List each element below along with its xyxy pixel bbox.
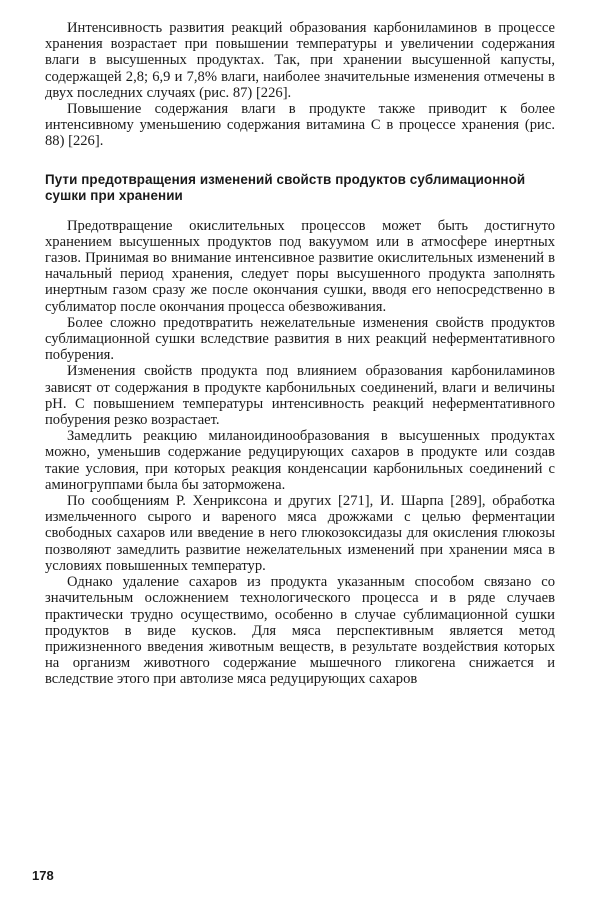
- paragraph-oxidation-prevention: Предотвращение окислительных процессов может быть достигнуто хранением высушенных продуктов под вакуумом или в атмосфере инертных газов. Принимая во внимание интенсивное развитие окислительных изменений в начальный период хранения, следует поры высушенного продукта заполнять инертным газом сразу же после окончания сушки, вводя его непосредственно в сублиматор после окончания процесса обезвоживания.: [45, 217, 555, 315]
- paragraph-carbonylamine-intensity: Интенсивность развития реакций образования карбониламинов в процессе хранения возрастает при повышении температуры и увеличении содержания влаги в высушенных продуктах. Так, при хранении высушенной капусты, содержащей 2,8; 6,9 и 7,8% влаги, наиболее значительные изменения отмечены в двух последних случаях (рис. 87) [226].: [45, 20, 555, 101]
- section-heading: Пути предотвращения изменений свойств продуктов сублимационной сушки при хранении: [45, 171, 526, 203]
- paragraph-vitamin-c: Повышение содержания влаги в продукте также приводит к более интенсивному уменьшению содержания витамина С в процессе хранения (рис. 88) [226].: [45, 101, 555, 150]
- paragraph-sugar-removal: Однако удаление сахаров из продукта указанным способом связано со значительным осложнением технологического процесса и в ряде случаев практически трудно осуществимо, особенно в случае сублимационной сушки продуктов в виде кусков. Для мяса перспективным является метод прижизненного введения животным веществ, в результате воздействия которых на организм животного содержание мышечного гликогена снижается и вследствие этого при автолизе мяса редуцирующих сахаров: [45, 574, 555, 688]
- paragraph-melanoidin: Замедлить реакцию миланоидинообразования в высушенных продуктах можно, уменьшив содержание редуцирующих сахаров в продукте или создав такие условия, при которых реакция конденсации карбонильных соединений с аминогруппами была бы заторможена.: [45, 428, 555, 493]
- page-number: 178: [32, 868, 54, 883]
- page-body: [45, 20, 555, 688]
- paragraph-henrickson: По сообщениям Р. Хенриксона и других [271], И. Шарпа [289], обработка измельченного сырого и вареного мяса дрожжами с целью ферментации свободных сахаров или введение в него глюкозоксидазы для окисления глюкозы позволяют замедлить развитие нежелательных изменений при хранении мяса в условиях повышенных температур.: [45, 493, 555, 574]
- paragraph-carbonylamine-factors: Изменения свойств продукта под влиянием образования карбониламинов зависят от содержания в продукте карбонильных соединений, влаги и величины рН. С повышением температуры интенсивность реакций неферментативного побурения резко возрастает.: [45, 363, 555, 429]
- paragraph-browning: Более сложно предотвратить нежелательные изменения свойств продуктов сублимационной сушки вследствие развития в них реакций неферментативного побурения.: [45, 314, 555, 364]
